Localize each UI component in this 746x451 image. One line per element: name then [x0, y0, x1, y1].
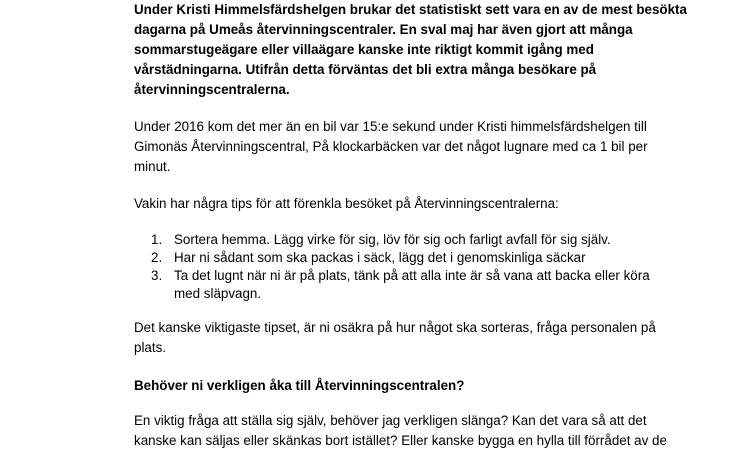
tips-intro: Vakin har några tips för att förenkla besöket på Återvinningscentralerna:	[134, 196, 559, 211]
intro-line: vårstädningarna. Utifrån detta förväntas det bli extra många besökare på	[134, 62, 597, 77]
intro-line: sommarstugeägare eller villaägare kanske inte riktigt kommit igång med	[134, 42, 594, 57]
list-number: 3.	[151, 268, 163, 283]
list-item	[134, 267, 650, 303]
statistics-paragraph	[134, 117, 648, 177]
question-line: En viktig fråga att ställa sig själv, behöver jag verkligen slänga? Kan det vara så att det	[134, 413, 647, 428]
list-item-text: Ta det lugnt när ni är på plats, tänk på att alla inte är så vana att backa eller köra	[174, 268, 650, 283]
important-tip-line: plats.	[134, 340, 167, 355]
intro-line: återvinningscentralerna.	[134, 82, 290, 97]
section-heading: Behöver ni verkligen åka till Återvinningscentralen?	[134, 378, 465, 393]
important-tip-line: Det kanske viktigaste tipset, är ni osäkra på hur något ska sorteras, fråga personalen på	[134, 320, 656, 335]
list-number: 1.	[151, 232, 163, 247]
list-item	[134, 231, 634, 249]
list-item-text: Har ni sådant som ska packas i säck, lägg det i genomskinliga säckar	[174, 250, 586, 265]
list-item-text: Sortera hemma. Lägg virke för sig, löv för sig och farligt avfall för sig själv.	[174, 232, 611, 247]
statistics-line: Gimonäs Återvinningscentral, På klockarbäcken var det något lugnare med ca 1 bil per	[134, 139, 648, 154]
document-body	[134, 0, 687, 451]
list-item	[134, 249, 634, 267]
tips-list	[134, 231, 650, 303]
statistics-line: minut.	[134, 159, 171, 174]
intro-line: dagarna på Umeås återvinningscentraler. En sval maj har även gjort att många	[134, 22, 633, 37]
important-tip-paragraph	[134, 318, 656, 358]
statistics-line: Under 2016 kom det mer än en bil var 15:e sekund under Kristi himmelsfärdshelgen till	[134, 119, 647, 134]
intro-paragraph	[134, 0, 687, 100]
list-number: 2.	[151, 250, 163, 265]
question-paragraph	[134, 411, 667, 451]
list-item-text: med släpvagn.	[174, 286, 262, 301]
question-line: kanske kan säljas eller skänkas bort istället? Eller kanske bygga en hylla till förrådet av de	[134, 433, 667, 448]
intro-line: Under Kristi Himmelsfärdshelgen brukar det statistiskt sett vara en av de mest besökta	[134, 2, 687, 17]
